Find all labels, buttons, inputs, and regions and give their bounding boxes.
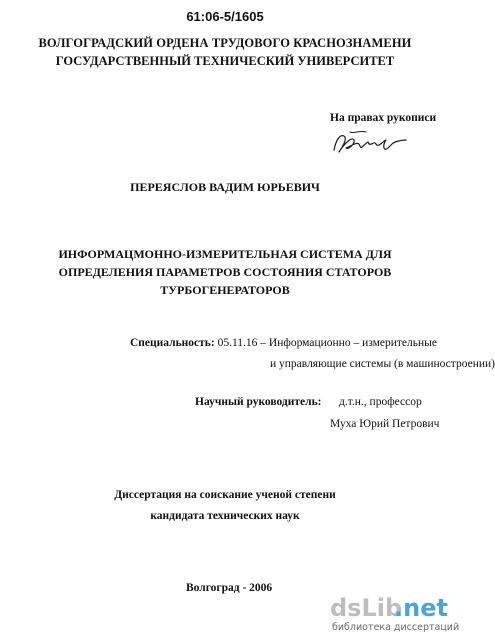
manuscript-rights-note: На правах рукописи bbox=[330, 112, 437, 124]
dslib-logo-text-right: .net bbox=[394, 594, 448, 622]
thesis-title-line-1: ИНФОРМАЦМОННО-ИЗМЕРИТЕЛЬНАЯ СИСТЕМА ДЛЯ bbox=[58, 247, 392, 261]
author-name: ПЕРЕЯСЛОВ ВАДИМ ЮРЬЕВИЧ bbox=[130, 180, 320, 194]
specialty-code-and-name: 05.11.16 – Информационно – измерительные bbox=[214, 337, 437, 349]
specialty-line-1 bbox=[130, 337, 437, 349]
supervisor-label: Научный руководитель: bbox=[195, 396, 322, 408]
supervisor-name: Муха Юрий Петрович bbox=[330, 418, 440, 430]
thesis-statement-line-1: Диссертация на соискание ученой степени bbox=[114, 489, 336, 501]
dslib-logo bbox=[326, 592, 450, 622]
university-name-line-2: ГОСУДАРСТВЕННЫЙ ТЕХНИЧЕСКИЙ УНИВЕРСИТЕТ bbox=[55, 54, 395, 68]
dslib-logo-text-left: dsLib bbox=[330, 594, 403, 622]
handwritten-signature bbox=[330, 126, 410, 160]
thesis-title-line-3: ТУРБОГЕНЕРАТОРОВ bbox=[160, 283, 290, 297]
city-and-year: Волгоград - 2006 bbox=[186, 582, 273, 594]
document-code: 61:06-5/1605 bbox=[186, 9, 264, 24]
dslib-caption: библиотека диссертаций bbox=[332, 622, 460, 633]
thesis-title-line-2: ОПРЕДЕЛЕНИЯ ПАРАМЕТРОВ СОСТОЯНИЯ СТАТОРОВ bbox=[58, 265, 392, 279]
supervisor-degree: д.т.н., профессор bbox=[339, 396, 422, 408]
specialty-label: Специальность: bbox=[130, 337, 215, 349]
specialty-line-2: и управляющие системы (в машиностроении) bbox=[270, 358, 495, 370]
thesis-statement-line-2: кандидата технических наук bbox=[150, 510, 300, 522]
dslib-watermark bbox=[326, 592, 460, 638]
university-name-line-1: ВОЛГОГРАДСКИЙ ОРДЕНА ТРУДОВОГО КРАСНОЗНАМЕНИ bbox=[38, 36, 412, 50]
